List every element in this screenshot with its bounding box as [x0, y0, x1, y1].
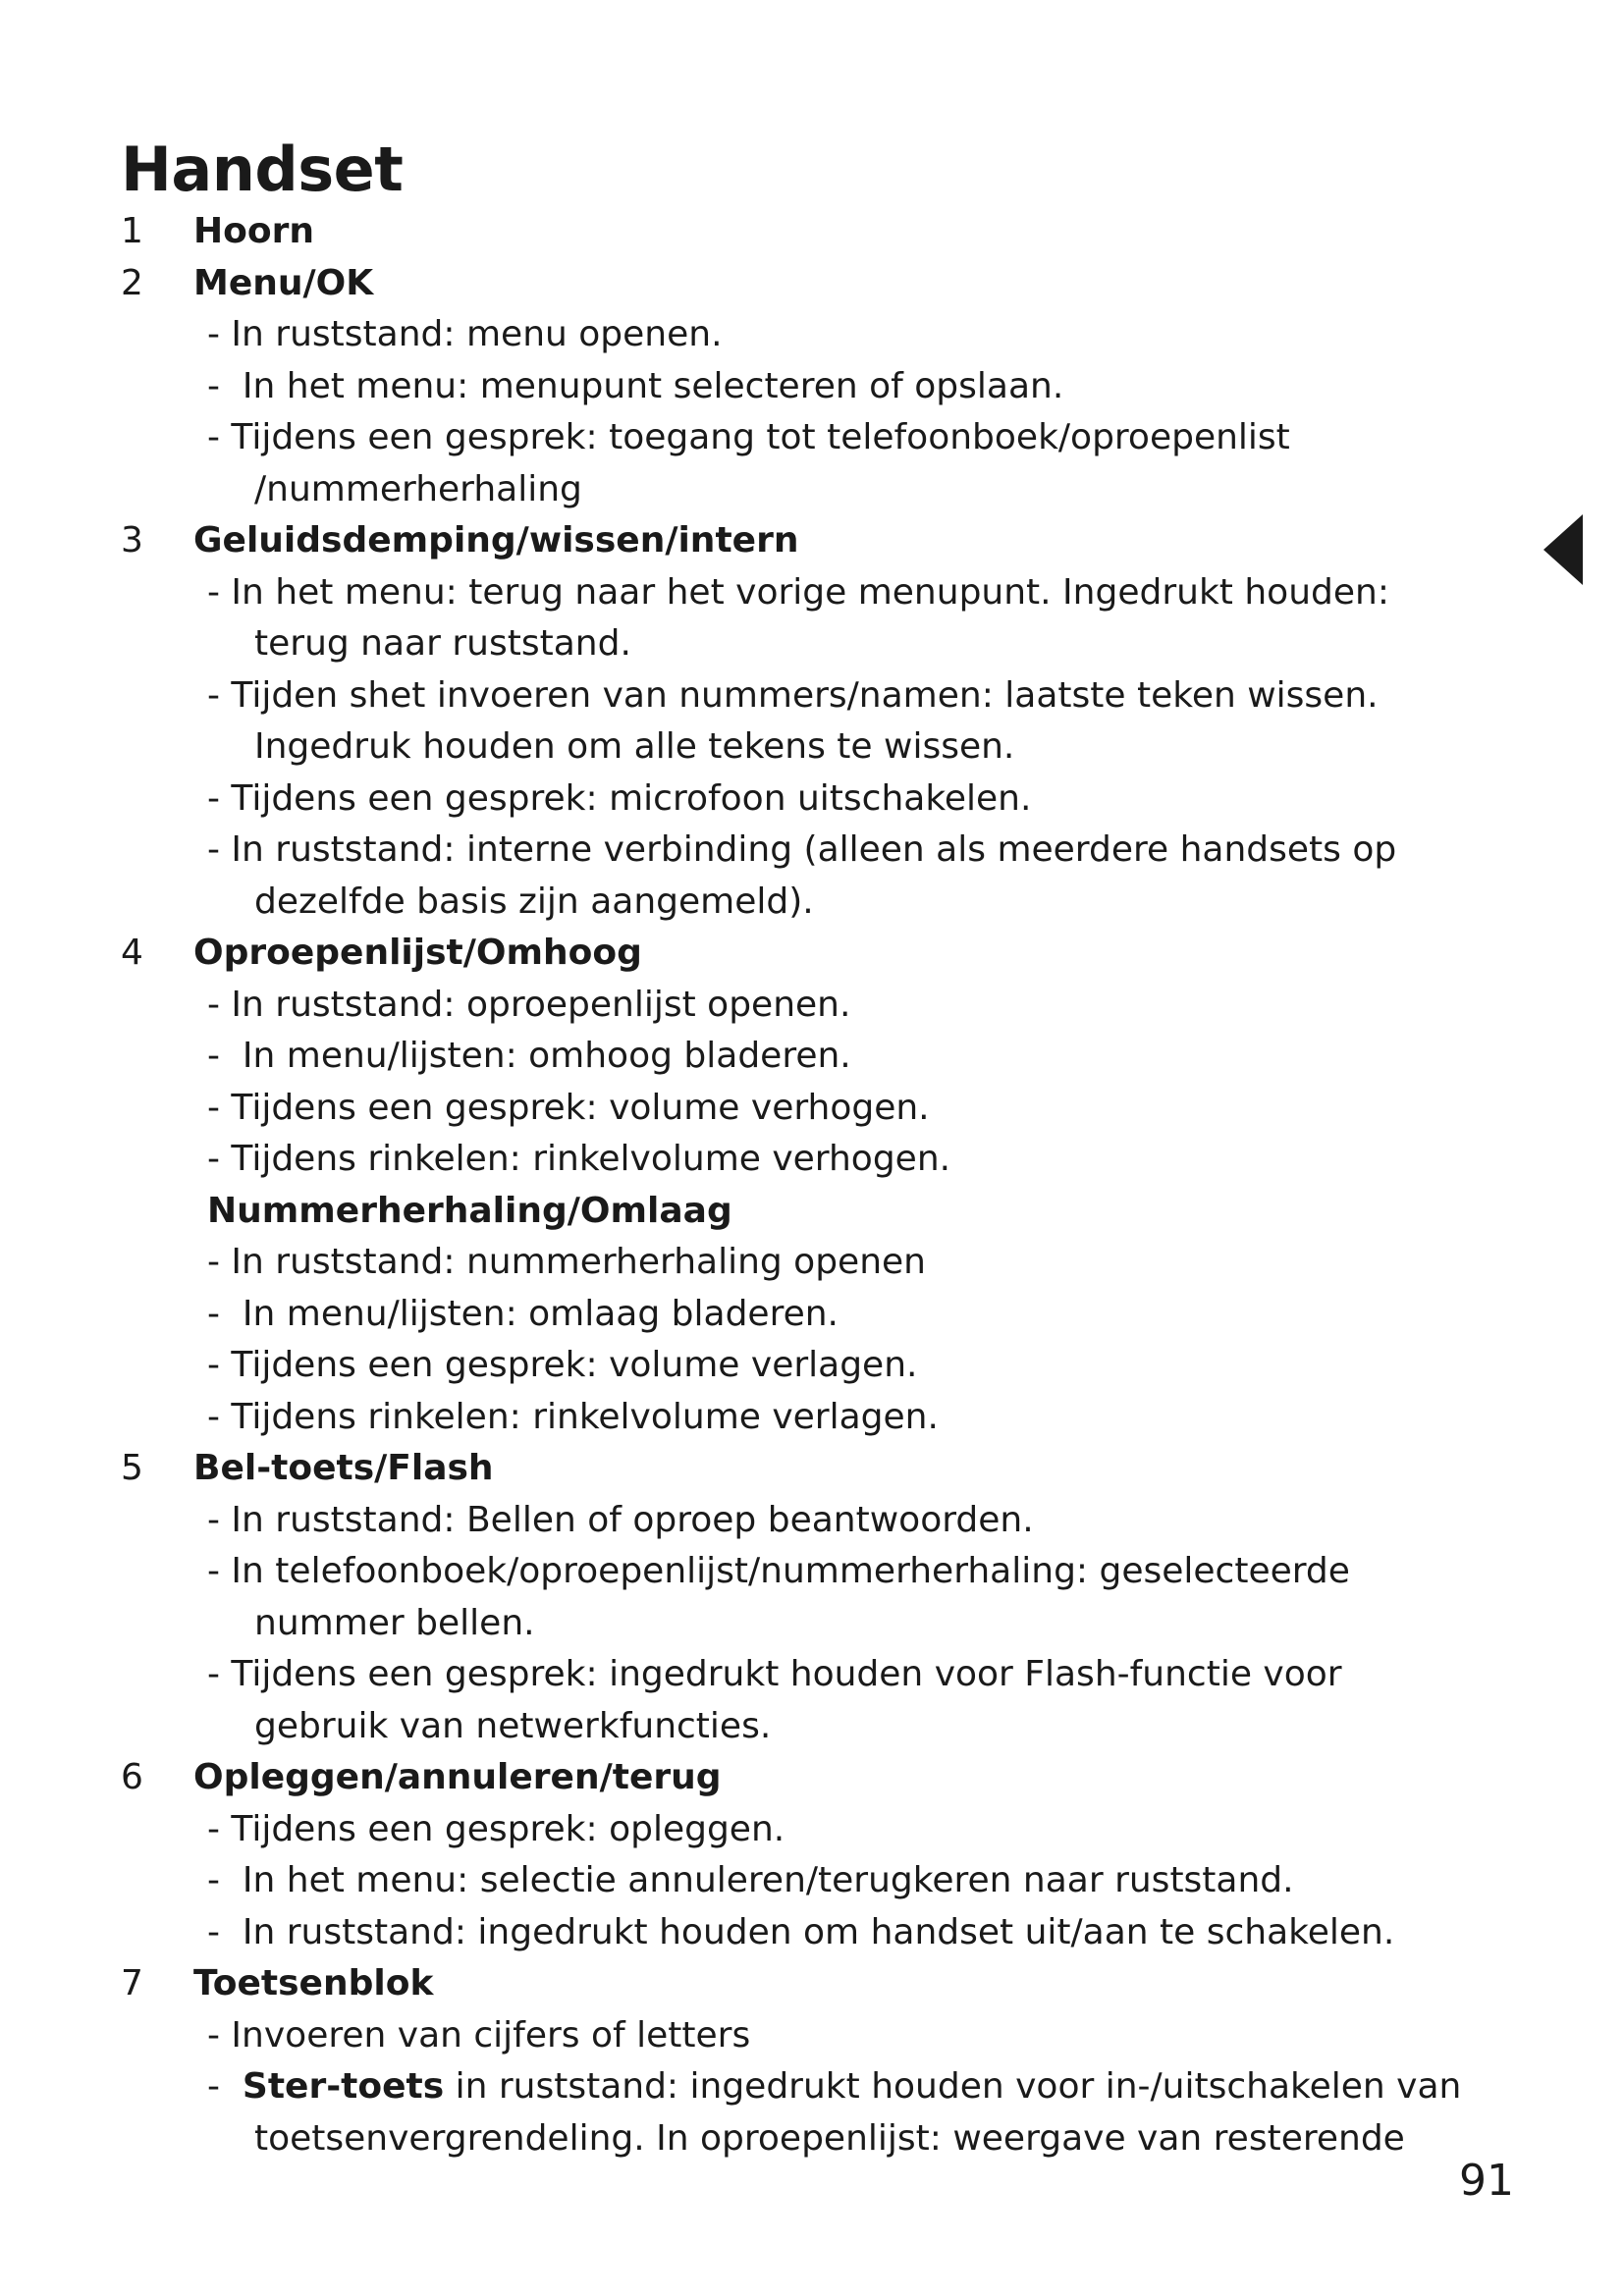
text-line [0, 567, 1624, 619]
bullet-item: - In telefoonboek/oproepenlijst/nummerherhaling: geselecteerde [207, 1551, 1350, 1591]
section-number: 5 [121, 1448, 143, 1488]
bullet-item: - Tijden shet invoeren van nummers/namen: laatste teken wissen. [207, 674, 1379, 716]
section-heading-row [0, 1443, 1624, 1495]
left-triangle-icon [1543, 514, 1583, 585]
bullet-item: - In ruststand: ingedrukt houden om handset uit/aan te schakelen. [207, 1911, 1395, 1952]
bullet-item: - In het menu: menupunt selecteren of opslaan. [207, 365, 1064, 406]
bullet-item: - Tijdens rinkelen: rinkelvolume verlagen. [207, 1396, 939, 1437]
text-line [0, 1907, 1624, 1959]
text-line [0, 412, 1624, 464]
section-number: 7 [121, 1963, 143, 2003]
text-line [0, 1598, 1624, 1650]
bullet-item: - Tijdens een gesprek: volume verhogen. [207, 1087, 930, 1128]
bullet-item: - In het menu: terug naar het vorige menupunt. Ingedrukt houden: [207, 571, 1389, 613]
continuation-text: gebruik van netwerkfuncties. [254, 1705, 772, 1746]
bullet-item: - In het menu: selectie annuleren/terugkeren naar ruststand. [207, 1860, 1294, 1900]
text-line [0, 1031, 1624, 1083]
section-number: 1 [121, 211, 143, 251]
bullet-item: - Tijdens een gesprek: toegang tot telefoonboek/oproepenlist [207, 417, 1290, 457]
section-heading: Menu/OK [193, 262, 374, 303]
text-line [0, 1701, 1624, 1753]
bold-keyword: Ster-toets [242, 2066, 445, 2107]
bullet-item [207, 2061, 1461, 2113]
continuation-text: Ingedruk houden om alle tekens te wissen. [254, 726, 1015, 767]
text-line [0, 774, 1624, 826]
bullet-item: - In ruststand: nummerherhaling openen [207, 1242, 926, 1282]
text-line [0, 1237, 1624, 1289]
section-heading: Toetsenblok [193, 1963, 434, 2003]
continuation-text: dezelfde basis zijn aangemeld). [254, 881, 814, 922]
bullet-item: - In ruststand: menu openen. [207, 314, 723, 354]
section-heading-row [0, 928, 1624, 980]
text-line [0, 2061, 1624, 2113]
text-line [0, 1855, 1624, 1907]
section-number: 2 [121, 262, 143, 303]
bullet-item: - Invoeren van cijfers of letters [207, 2014, 751, 2056]
text-line [0, 1804, 1624, 1856]
section-number: 3 [121, 520, 143, 561]
bullet-item: - In menu/lijsten: omhoog bladeren. [207, 1036, 851, 1076]
text-line [0, 2010, 1624, 2062]
section-heading: Oproepenlijst/Omhoog [193, 933, 642, 973]
text-line [0, 1134, 1624, 1186]
section-heading-row [0, 1958, 1624, 2010]
text-line [0, 1392, 1624, 1444]
text-line [0, 464, 1624, 516]
text-line [0, 1649, 1624, 1701]
bullet-item: - In menu/lijsten: omlaag bladeren. [207, 1293, 839, 1334]
text-line [0, 1495, 1624, 1547]
page-number: 91 [1459, 2156, 1514, 2206]
text-line [0, 1186, 1624, 1238]
bullet-item: - Tijdens een gesprek: volume verlagen. [207, 1345, 918, 1385]
text-line [0, 618, 1624, 670]
bullet-item: - In ruststand: Bellen of oproep beantwoorden. [207, 1499, 1034, 1540]
text-line [0, 721, 1624, 774]
bullet-item: - Tijdens een gesprek: ingedrukt houden voor Flash-functie voor [207, 1654, 1342, 1694]
section-number: 6 [121, 1757, 143, 1797]
section-heading: Geluidsdemping/wissen/intern [193, 520, 799, 561]
section-heading: Hoorn [193, 211, 314, 251]
bullet-text: in ruststand: ingedrukt houden voor in-/uitschakelen van [444, 2066, 1462, 2107]
text-line [0, 877, 1624, 929]
text-line [0, 309, 1624, 361]
text-line [0, 2113, 1624, 2165]
section-heading-row [0, 258, 1624, 310]
text-line [0, 1340, 1624, 1392]
text-line [0, 1546, 1624, 1598]
bullet-item: - In ruststand: oproepenlijst openen. [207, 984, 851, 1025]
continuation-text: terug naar ruststand. [254, 623, 631, 664]
section-heading-row [0, 1752, 1624, 1804]
continuation-text: toetsenvergrendeling. In oproepenlijst: weergave van resterende [254, 2117, 1405, 2159]
text-line [0, 361, 1624, 413]
bullet-item: - In ruststand: interne verbinding (alleen als meerdere handsets op [207, 829, 1397, 870]
key-descriptions [0, 206, 1624, 2164]
text-line [0, 1083, 1624, 1135]
section-number: 4 [121, 933, 143, 973]
continuation-text: /nummerherhaling [254, 468, 582, 509]
text-line [0, 670, 1624, 722]
bullet-item: - Tijdens een gesprek: microfoon uitschakelen. [207, 777, 1032, 819]
page-title: Handset [121, 133, 404, 205]
section-heading-row [0, 515, 1624, 567]
bullet-item: - Tijdens rinkelen: rinkelvolume verhogen. [207, 1139, 951, 1179]
text-line [0, 1289, 1624, 1341]
subsection-heading: Nummerherhaling/Omlaag [207, 1190, 732, 1231]
text-line [0, 825, 1624, 877]
text-line [0, 980, 1624, 1032]
section-heading-row [0, 206, 1624, 258]
section-heading: Opleggen/annuleren/terug [193, 1757, 722, 1797]
continuation-text: nummer bellen. [254, 1602, 535, 1643]
bullet-item: - Tijdens een gesprek: opleggen. [207, 1808, 785, 1849]
section-heading: Bel-toets/Flash [193, 1448, 494, 1488]
bullet-prefix: - [207, 2066, 243, 2107]
